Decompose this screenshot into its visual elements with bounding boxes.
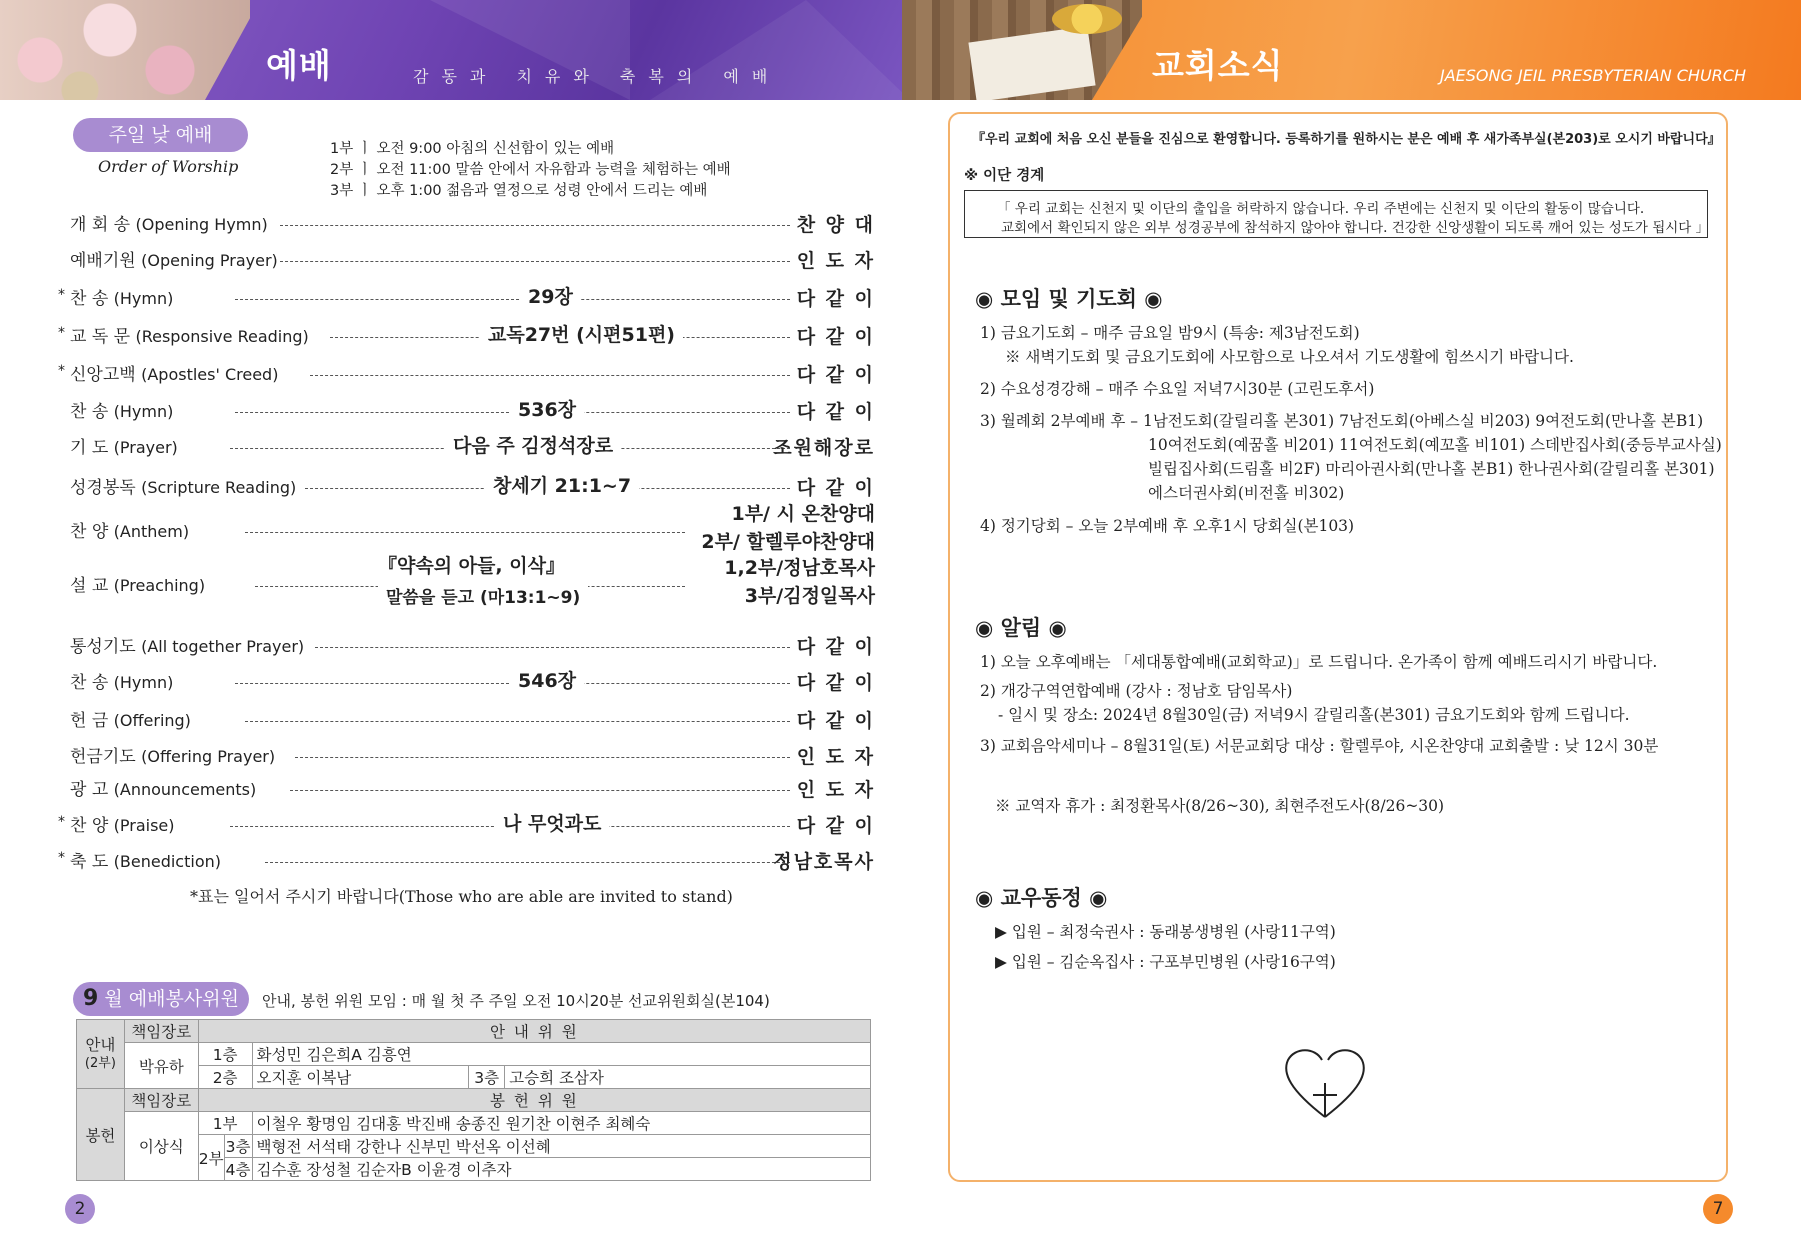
order-item-label — [70, 433, 178, 458]
offer-header: 봉 헌 위 원 — [198, 1089, 870, 1112]
notice-3: 3) 교회음악세미나 – 8월31일(토) 서문교회당 대상 : 할렐루야, 시온찬양대 교회출발 : 낮 12시 30분 — [980, 737, 1659, 755]
order-item-label — [70, 811, 175, 836]
order-item-leader: 다 같 이 — [796, 364, 875, 386]
order-row — [70, 668, 875, 698]
order-item-en: (Announcements) — [113, 780, 257, 799]
order-row — [70, 210, 875, 240]
order-item-leader: 다 같 이 — [796, 401, 875, 423]
family-news-title: ◉ 교우동정 ◉ — [975, 886, 1108, 910]
order-item-detail: 29장 — [520, 282, 581, 309]
elder-header: 책임장로 — [124, 1020, 198, 1043]
meetings-title: ◉ 모임 및 기도회 ◉ — [975, 287, 1163, 311]
worship-subtitle: Order of Worship — [98, 157, 239, 176]
floor-2: 2층 — [198, 1066, 252, 1089]
order-item-ko: 찬 송 — [70, 402, 109, 422]
offer-elder: 이상식 — [124, 1112, 198, 1181]
order-item-ko: 축 도 — [70, 852, 109, 872]
order-row — [70, 503, 875, 553]
standing-mark: * — [58, 287, 65, 303]
order-item-ko: 성경봉독 — [70, 478, 136, 498]
order-item-label — [70, 775, 256, 800]
service-time-3: 3부 ㅣ 오후 1:00 젊음과 열정으로 성령 안에서 드리는 예배 — [330, 183, 708, 199]
right-header-banner — [902, 0, 1801, 100]
order-item-leader: 1부/ 시 온찬양대 — [725, 499, 875, 526]
left-header-title: 예배 — [266, 46, 332, 85]
family-news-1: ▶ 입원 – 최정숙권사 : 동래봉생병원 (사랑11구역) — [995, 923, 1336, 941]
order-item-detail: 536장 — [510, 395, 584, 422]
order-item-ko: 신앙고백 — [70, 365, 136, 385]
left-header-banner — [0, 0, 902, 100]
order-item-ko: 찬 양 — [70, 816, 109, 836]
order-item-leader: 다 같 이 — [796, 815, 875, 837]
part-2-floor-3: 3층 — [224, 1135, 252, 1158]
order-row — [70, 775, 875, 805]
part-1-names: 이철우 황명임 김대홍 박진배 송종진 원기찬 이현주 최혜숙 — [252, 1112, 870, 1135]
order-item-en: (Hymn) — [113, 402, 174, 421]
order-item-ko: 교 독 문 — [70, 327, 131, 347]
meeting-3-line-4: 에스더권사회(비전홀 비302) — [1148, 484, 1345, 502]
order-item-en: (Preaching) — [113, 576, 206, 595]
meeting-3-line-2: 10여전도회(예꿈홀 비201) 11여전도회(예꼬홀 비101) 스데반집사회(중등부교사실) — [1148, 436, 1722, 454]
meeting-4: 4) 정기당회 – 오늘 2부예배 후 오후1시 당회실(본103) — [980, 517, 1355, 535]
warning-line-2: 교회에서 확인되지 않은 외부 성경공부에 참석하지 않아야 합니다. 건강한 신앙생활이 되도록 깨어 있는 성도가 됩시다 」 — [1001, 220, 1710, 236]
meeting-3: 3) 월례회 2부예배 후 – 1남전도회(갈릴리홀 본301) 7남전도회(아베스실 비203) 9여전도회(만나홀 본B1) — [980, 412, 1704, 430]
left-header-subtitle: 감동과 치유와 축복의 예배 — [413, 67, 781, 86]
offer-label: 봉헌 — [77, 1089, 125, 1181]
right-header-title: 교회소식 — [1152, 46, 1284, 85]
leader-dots — [280, 225, 790, 226]
order-row — [70, 433, 875, 463]
notices-title: ◉ 알림 ◉ — [975, 616, 1067, 640]
order-row — [58, 284, 875, 314]
guide-sub: (2부) — [84, 1055, 116, 1071]
floor-3-names: 고승희 조삼자 — [505, 1066, 871, 1089]
order-item-label — [70, 571, 205, 596]
standing-mark: * — [58, 325, 65, 341]
notice-2: 2) 개강구역연합예배 (강사 : 정남호 담임목사) — [980, 682, 1293, 700]
meeting-1: 1) 금요기도회 – 매주 금요일 밤9시 (특송: 제3남전도회) — [980, 324, 1360, 342]
order-row — [70, 742, 875, 772]
order-item-leader: 찬 양 대 — [796, 214, 875, 236]
part-1: 1부 — [198, 1112, 252, 1135]
notice-2-detail: - 일시 및 장소: 2024년 8월30일(금) 저녁9시 갈릴리홀(본301) 금요기도회와 함께 드립니다. — [998, 706, 1630, 724]
order-item-leader: 인 도 자 — [796, 250, 875, 272]
order-item-en: (Offering) — [113, 711, 191, 730]
order-item-detail: 창세기 21:1~7 — [485, 471, 639, 498]
volunteer-month: 9 — [83, 986, 99, 1011]
floor-3: 3층 — [469, 1066, 505, 1089]
leader-dots — [265, 862, 790, 863]
order-item-detail: 교독27번 (시편51편) — [480, 320, 683, 347]
order-item-en: (Responsive Reading) — [135, 327, 309, 346]
meeting-note: ※ 새벽기도회 및 금요기도회에 사모함으로 나오셔서 기도생활에 힘쓰시기 바랍니다. — [1005, 348, 1574, 366]
service-time-2: 2부 ㅣ 오전 11:00 말씀 안에서 자유함과 능력을 체험하는 예배 — [330, 162, 731, 178]
guide-elder: 박유하 — [124, 1043, 198, 1089]
warning-line-1: 「 우리 교회는 신천지 및 이단의 출입을 허락하지 않습니다. 우리 주변에는 신천지 및 이단의 활동이 많습니다. — [997, 201, 1645, 217]
order-item-detail: 나 무엇과도 — [495, 809, 609, 836]
order-row — [70, 632, 875, 662]
order-item-en: (Hymn) — [113, 673, 174, 692]
notice-1: 1) 오늘 오후예배는 「세대통합예배(교회학교)」로 드립니다. 온가족이 함께 예배드리시기 바랍니다. — [980, 653, 1658, 671]
order-item-label — [70, 742, 275, 767]
standing-mark: * — [58, 814, 65, 830]
order-item-leader-2: 3부/김정일목사 — [744, 585, 875, 607]
order-item-leader: 다 같 이 — [796, 636, 875, 658]
standing-mark: * — [58, 363, 65, 379]
meeting-2: 2) 수요성경강해 – 매주 수요일 저녁7시30분 (고린도후서) — [980, 380, 1375, 398]
order-item-leader: 정남호목사 — [773, 851, 875, 873]
right-header-subtitle: JAESONG JEIL PRESBYTERIAN CHURCH — [1440, 66, 1746, 85]
heart-cross-icon — [1280, 1045, 1370, 1125]
floor-1-names: 화성민 김은희A 김흥연 — [252, 1043, 870, 1066]
page-number-left: 2 — [65, 1194, 95, 1224]
leader-dots — [290, 790, 790, 791]
order-row — [58, 847, 875, 877]
order-item-label — [70, 632, 304, 657]
part-2: 2부 — [198, 1135, 224, 1181]
page-number-right: 7 — [1703, 1194, 1733, 1224]
order-item-ko: 예배기원 — [70, 251, 136, 271]
order-item-en: (Opening Prayer) — [141, 251, 278, 270]
order-item-leader: 다 같 이 — [796, 710, 875, 732]
volunteer-pill-label: 월 예배봉사위원 — [104, 988, 239, 1010]
guide-header: 안 내 위 원 — [198, 1020, 870, 1043]
part-2-floor-4-names: 김수훈 장성철 김순자B 이윤경 이추자 — [252, 1158, 870, 1181]
order-row — [58, 811, 875, 841]
order-item-leader: 다 같 이 — [796, 326, 875, 348]
leader-dots — [310, 375, 790, 376]
order-item-detail: 『약속의 아들, 이삭』 — [370, 551, 573, 578]
leader-dots — [280, 261, 790, 262]
worship-pill: 주일 낮 예배 — [73, 118, 248, 152]
order-item-en: (Hymn) — [113, 289, 174, 308]
order-item-ko: 통성기도 — [70, 637, 136, 657]
order-item-en: (Opening Hymn) — [135, 215, 268, 234]
order-item-leader: 인 도 자 — [796, 779, 875, 801]
leader-dots — [245, 532, 685, 533]
order-item-label — [70, 668, 173, 693]
order-item-label — [70, 210, 268, 235]
order-item-label — [70, 246, 278, 271]
order-row — [70, 706, 875, 736]
volunteer-table — [76, 1019, 871, 1181]
order-item-leader-2: 2부/ 할렐루야찬양대 — [701, 531, 875, 553]
order-item-ko: 설 교 — [70, 576, 109, 596]
vacation-note: ※ 교역자 휴가 : 최정환목사(8/26~30), 최현주전도사(8/26~30) — [995, 797, 1445, 815]
order-item-label — [70, 322, 309, 347]
order-item-en: (Offering Prayer) — [141, 747, 276, 766]
order-item-ko: 찬 양 — [70, 522, 109, 542]
order-item-label — [70, 284, 173, 309]
order-item-en: (Praise) — [113, 816, 175, 835]
order-item-leader: 1,2부/정남호목사 — [718, 553, 875, 580]
family-news-2: ▶ 입원 – 김순옥집사 : 구포부민병원 (사랑16구역) — [995, 953, 1336, 971]
order-item-detail: 다음 주 김정석장로 — [445, 431, 621, 458]
elder-header-2: 책임장로 — [124, 1089, 198, 1112]
order-item-en: (All together Prayer) — [141, 637, 305, 656]
order-row — [58, 322, 875, 352]
order-item-ko: 찬 송 — [70, 673, 109, 693]
order-item-en: (Apostles' Creed) — [141, 365, 279, 384]
order-item-label — [70, 706, 191, 731]
order-item-label — [70, 473, 296, 498]
order-row — [70, 246, 875, 276]
flower-photo — [0, 0, 250, 100]
volunteer-meeting: 안내, 봉헌 위원 모임 : 매 월 첫 주 주일 오전 10시20분 선교위원회실(본104) — [262, 992, 770, 1010]
order-item-en: (Anthem) — [113, 522, 190, 541]
order-item-en: (Prayer) — [113, 438, 178, 457]
order-item-detail-2: 말씀을 듣고 (마13:1~9) — [378, 583, 588, 608]
order-item-label — [70, 847, 221, 872]
order-item-ko: 찬 송 — [70, 289, 109, 309]
part-2-floor-4: 4층 — [224, 1158, 252, 1181]
leader-dots — [295, 757, 790, 758]
order-item-ko: 헌금기도 — [70, 747, 136, 767]
order-row — [58, 360, 875, 390]
meeting-3-line-3: 빌립집사회(드림홀 비2F) 마리아권사회(만나홀 본B1) 한나권사회(갈릴리홀 본301) — [1148, 460, 1715, 478]
heresy-warning-title: ※ 이단 경계 — [964, 168, 1045, 184]
service-time-1: 1부 ㅣ 오전 9:00 아침의 신선함이 있는 예배 — [330, 141, 615, 157]
volunteer-pill — [73, 982, 249, 1016]
heresy-warning-box — [964, 190, 1708, 238]
order-item-ko: 헌 금 — [70, 711, 109, 731]
order-item-leader: 다 같 이 — [796, 288, 875, 310]
order-item-ko: 기 도 — [70, 438, 109, 458]
standing-mark: * — [58, 850, 65, 866]
welcome-text: 『우리 교회에 처음 오신 분들을 진심으로 환영합니다. 등록하기를 원하시는 분은 예배 후 새가족부실(본203)로 오시기 바랍니다』 — [972, 132, 1721, 147]
order-item-leader: 조원해장로 — [773, 437, 875, 459]
order-item-en: (Scripture Reading) — [141, 478, 297, 497]
order-item-detail: 546장 — [510, 666, 584, 693]
leader-dots — [235, 299, 790, 300]
order-item-ko: 개 회 송 — [70, 215, 131, 235]
order-item-ko: 광 고 — [70, 780, 109, 800]
order-item-label — [70, 360, 278, 385]
part-2-floor-3-names: 백형전 서석태 강한나 신부민 박선옥 이선혜 — [252, 1135, 870, 1158]
floor-2-names: 오지훈 이복남 — [252, 1066, 469, 1089]
order-item-label — [70, 397, 173, 422]
order-item-leader: 인 도 자 — [796, 746, 875, 768]
order-item-leader: 다 같 이 — [796, 672, 875, 694]
order-row — [70, 397, 875, 427]
order-row — [70, 555, 875, 608]
stand-note: *표는 일어서 주시기 바랍니다(Those who are able are invited to stand) — [190, 887, 733, 906]
floor-1: 1층 — [198, 1043, 252, 1066]
order-item-leader: 다 같 이 — [796, 477, 875, 499]
order-item-label — [70, 517, 189, 542]
news-box — [948, 112, 1728, 1182]
leader-dots — [245, 721, 790, 722]
leader-dots — [315, 647, 790, 648]
wood-photo — [902, 0, 1142, 100]
guide-label: 안내 — [85, 1036, 116, 1055]
order-item-en: (Benediction) — [113, 852, 221, 871]
